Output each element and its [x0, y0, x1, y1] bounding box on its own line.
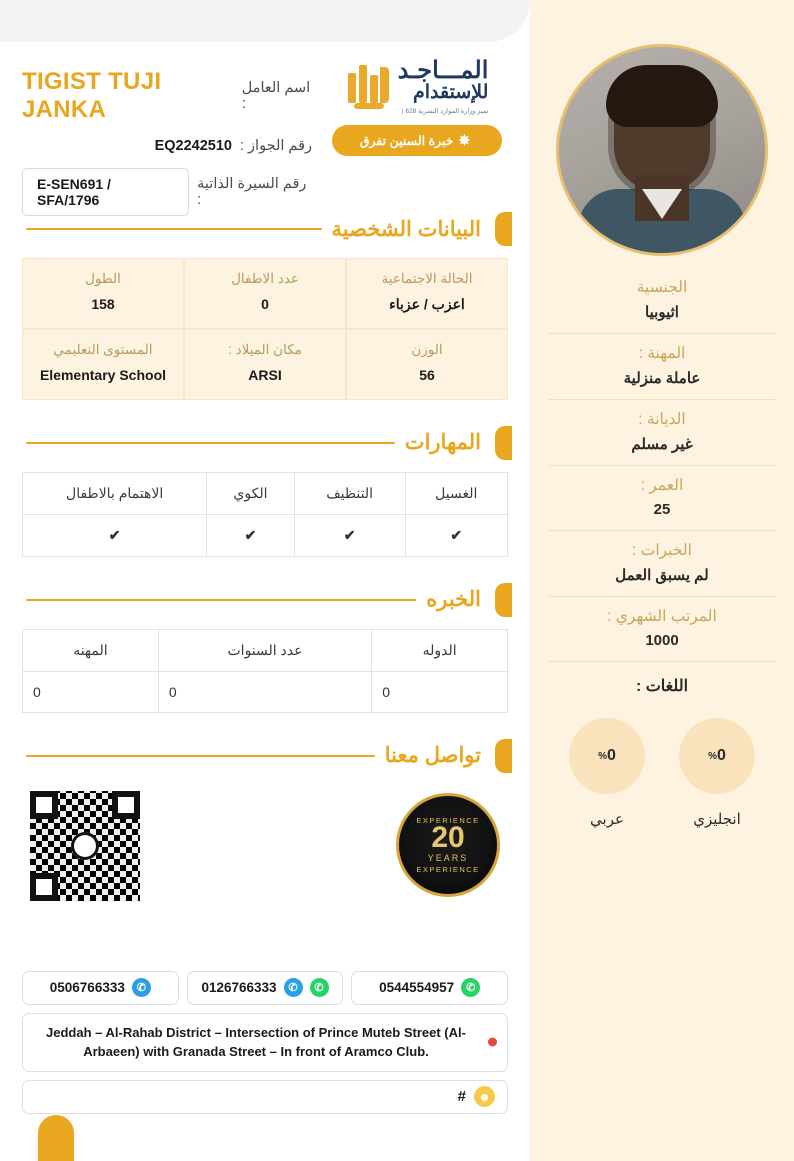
sidebar-item-religion — [548, 400, 776, 466]
sidebar-item-label: العمر : — [640, 477, 684, 494]
section-divider — [26, 228, 322, 230]
sidebar-item-label: الجنسية — [636, 279, 688, 296]
sidebar — [530, 0, 794, 1161]
table-header-row — [23, 472, 508, 514]
seal-years-text: YEARS — [427, 852, 469, 863]
sidebar-item-profession — [548, 334, 776, 400]
whatsapp-icon[interactable]: ✆ — [461, 978, 480, 997]
cell-value: 0 — [261, 296, 269, 312]
sidebar-item-label: الخبرات : — [632, 542, 692, 559]
cell-value: 158 — [91, 296, 115, 312]
personal-cell-height — [22, 258, 184, 329]
language-name: انجليزي — [693, 811, 741, 828]
percent-sign: % — [708, 750, 717, 762]
phone-box-3[interactable] — [351, 971, 508, 1005]
section-header-skills — [22, 426, 508, 460]
section-title: البيانات الشخصية — [331, 217, 481, 241]
company-name-line1: المـــاجـد — [397, 57, 489, 84]
phone-number: 0126766333 — [201, 980, 277, 996]
skill-header: الاهتمام بالاطفال — [23, 472, 207, 514]
section-title: الخبره — [426, 588, 481, 612]
experience-badge-label: خبرة السنين تفرق — [359, 134, 454, 149]
percent-sign: % — [598, 750, 607, 762]
phone-icon[interactable]: ✆ — [284, 978, 303, 997]
skill-check-icon: ✔ — [294, 514, 405, 556]
personal-cell-education — [22, 329, 184, 400]
worker-name-label: اسم العامل : — [241, 80, 311, 112]
bottom-decorative-tab — [38, 1115, 74, 1161]
cell-label: المستوى التعليمي — [53, 341, 153, 357]
cell-value: Elementary School — [39, 366, 167, 383]
experience-cell: 0 — [372, 671, 508, 712]
section-header-personal — [22, 212, 508, 246]
experience-table — [22, 629, 508, 713]
skill-header: الكوي — [207, 472, 294, 514]
section-tab-marker — [495, 739, 512, 773]
section-tab-marker — [495, 583, 512, 617]
company-name-line2: للإستقدام — [412, 82, 489, 104]
qr-code[interactable] — [30, 791, 140, 901]
personal-cell-marital — [346, 258, 508, 329]
cv-number-label: رقم السيرة الذاتية : — [197, 176, 307, 208]
experience-header: عدد السنوات — [158, 629, 371, 671]
section-tab-marker — [495, 212, 512, 246]
cell-label: الوزن — [411, 341, 443, 357]
address-box — [22, 1013, 508, 1072]
phone-box-1[interactable] — [22, 971, 179, 1005]
qr-corner-icon — [30, 873, 58, 901]
sidebar-item-salary — [548, 597, 776, 662]
experience-cell: 0 — [23, 671, 159, 712]
sidebar-item-value: غير مسلم — [631, 436, 693, 453]
skill-check-icon: ✔ — [405, 514, 507, 556]
passport-row — [22, 138, 312, 154]
sidebar-item-value: لم يسبق العمل — [615, 567, 709, 584]
cell-label: الحالة الاجتماعية — [381, 271, 473, 286]
experience-badge — [332, 125, 502, 156]
avatar-hair — [606, 65, 718, 127]
cell-label: مكان الميلاد : — [228, 341, 302, 357]
passport-label: رقم الجواز : — [240, 138, 312, 154]
sidebar-info-list — [530, 268, 794, 828]
table-row — [23, 671, 508, 712]
sidebar-item-value: اثيوبيا — [645, 304, 679, 321]
header-fields — [22, 68, 312, 230]
personal-cell-weight — [346, 329, 508, 400]
location-pin-icon — [488, 1038, 497, 1047]
section-header-contact — [22, 739, 508, 773]
document-header — [22, 56, 508, 208]
sidebar-item-label: الديانة : — [638, 411, 686, 428]
sidebar-item-value: 25 — [653, 501, 671, 518]
phone-number: 0506766333 — [49, 980, 125, 996]
sidebar-top-curve — [530, 0, 794, 44]
sidebar-item-age — [548, 466, 776, 531]
cv-number-row — [22, 168, 312, 216]
sidebar-item-value: عاملة منزلية — [623, 370, 701, 387]
seal-bottom-text: EXPERIENCE — [416, 864, 480, 874]
experience-header: المهنه — [23, 629, 159, 671]
skill-header: التنظيف — [294, 472, 405, 514]
languages-row — [548, 718, 776, 828]
skills-table — [22, 472, 508, 557]
social-box[interactable] — [22, 1080, 508, 1114]
seal-number: 20 — [431, 820, 465, 854]
language-percent-value: 0 — [607, 747, 616, 764]
experience-seal — [396, 793, 500, 897]
section-divider — [26, 755, 375, 757]
phone-numbers-row — [22, 971, 508, 1005]
phone-box-2[interactable] — [187, 971, 344, 1005]
whatsapp-icon[interactable]: ✆ — [310, 978, 329, 997]
cell-value: ARSI — [248, 366, 282, 383]
cell-label: عدد الاطفال — [231, 271, 299, 286]
language-percent-circle — [679, 718, 755, 794]
phone-number: 0544554957 — [379, 980, 455, 996]
languages-title: اللغات : — [635, 678, 689, 695]
table-header-row — [23, 629, 508, 671]
snapchat-icon[interactable]: ☻ — [474, 1086, 495, 1107]
top-decorative-curve — [0, 0, 530, 42]
cell-value: اعزب / عزباء — [389, 296, 465, 312]
sidebar-item-label: المهنة : — [638, 345, 686, 362]
phone-icon[interactable]: ✆ — [132, 978, 151, 997]
cell-value: 56 — [419, 366, 435, 383]
worker-name-value: TIGIST TUJI JANKA — [22, 68, 162, 123]
section-divider — [26, 442, 395, 444]
sidebar-item-value: 1000 — [645, 632, 679, 649]
sidebar-item-experience — [548, 531, 776, 597]
language-name: عربي — [590, 811, 624, 828]
language-arabic — [565, 718, 649, 828]
language-percent-value: 0 — [717, 747, 726, 764]
address-text: Jeddah – Al-Rahab District – Intersection of Prince Muteb Street (Al-Arbaeen) with Granada Street – In front of Aramco Club. — [46, 1024, 466, 1060]
contact-area — [22, 785, 508, 965]
section-title: المهارات — [404, 431, 481, 455]
experience-cell: 0 — [158, 671, 371, 712]
section-header-experience — [22, 583, 508, 617]
company-logo — [332, 58, 502, 156]
passport-value: EQ2242510 — [154, 138, 232, 154]
language-english — [675, 718, 759, 828]
experience-header: الدوله — [372, 629, 508, 671]
qr-corner-icon — [30, 791, 58, 819]
star-icon: ✸ — [458, 132, 471, 149]
section-tab-marker — [495, 426, 512, 460]
personal-data-grid — [22, 258, 508, 400]
qr-corner-icon — [112, 791, 140, 819]
seal-top-text: EXPERIENCE — [416, 815, 480, 825]
cell-label: الطول — [85, 271, 121, 286]
sidebar-item-label: المرتب الشهري : — [607, 608, 717, 625]
table-row — [23, 514, 508, 556]
section-title: تواصل معنا — [384, 744, 481, 768]
worker-name-row — [22, 68, 312, 124]
social-handle: # — [457, 1088, 466, 1106]
skill-check-icon: ✔ — [207, 514, 294, 556]
cv-number-value: E-SEN691 / SFA/1796 — [22, 168, 189, 216]
personal-cell-children — [184, 258, 346, 329]
logo-mark-icon — [346, 63, 392, 111]
avatar — [556, 44, 768, 256]
company-license-text: تميز وزارة الموارد البشرية 628 | — [401, 108, 489, 116]
sidebar-item-nationality — [548, 268, 776, 334]
skill-header: الغسيل — [405, 472, 507, 514]
skill-check-icon: ✔ — [23, 514, 207, 556]
language-percent-circle — [569, 718, 645, 794]
section-divider — [26, 599, 416, 601]
personal-cell-birthplace — [184, 329, 346, 400]
logo-row — [332, 58, 502, 115]
